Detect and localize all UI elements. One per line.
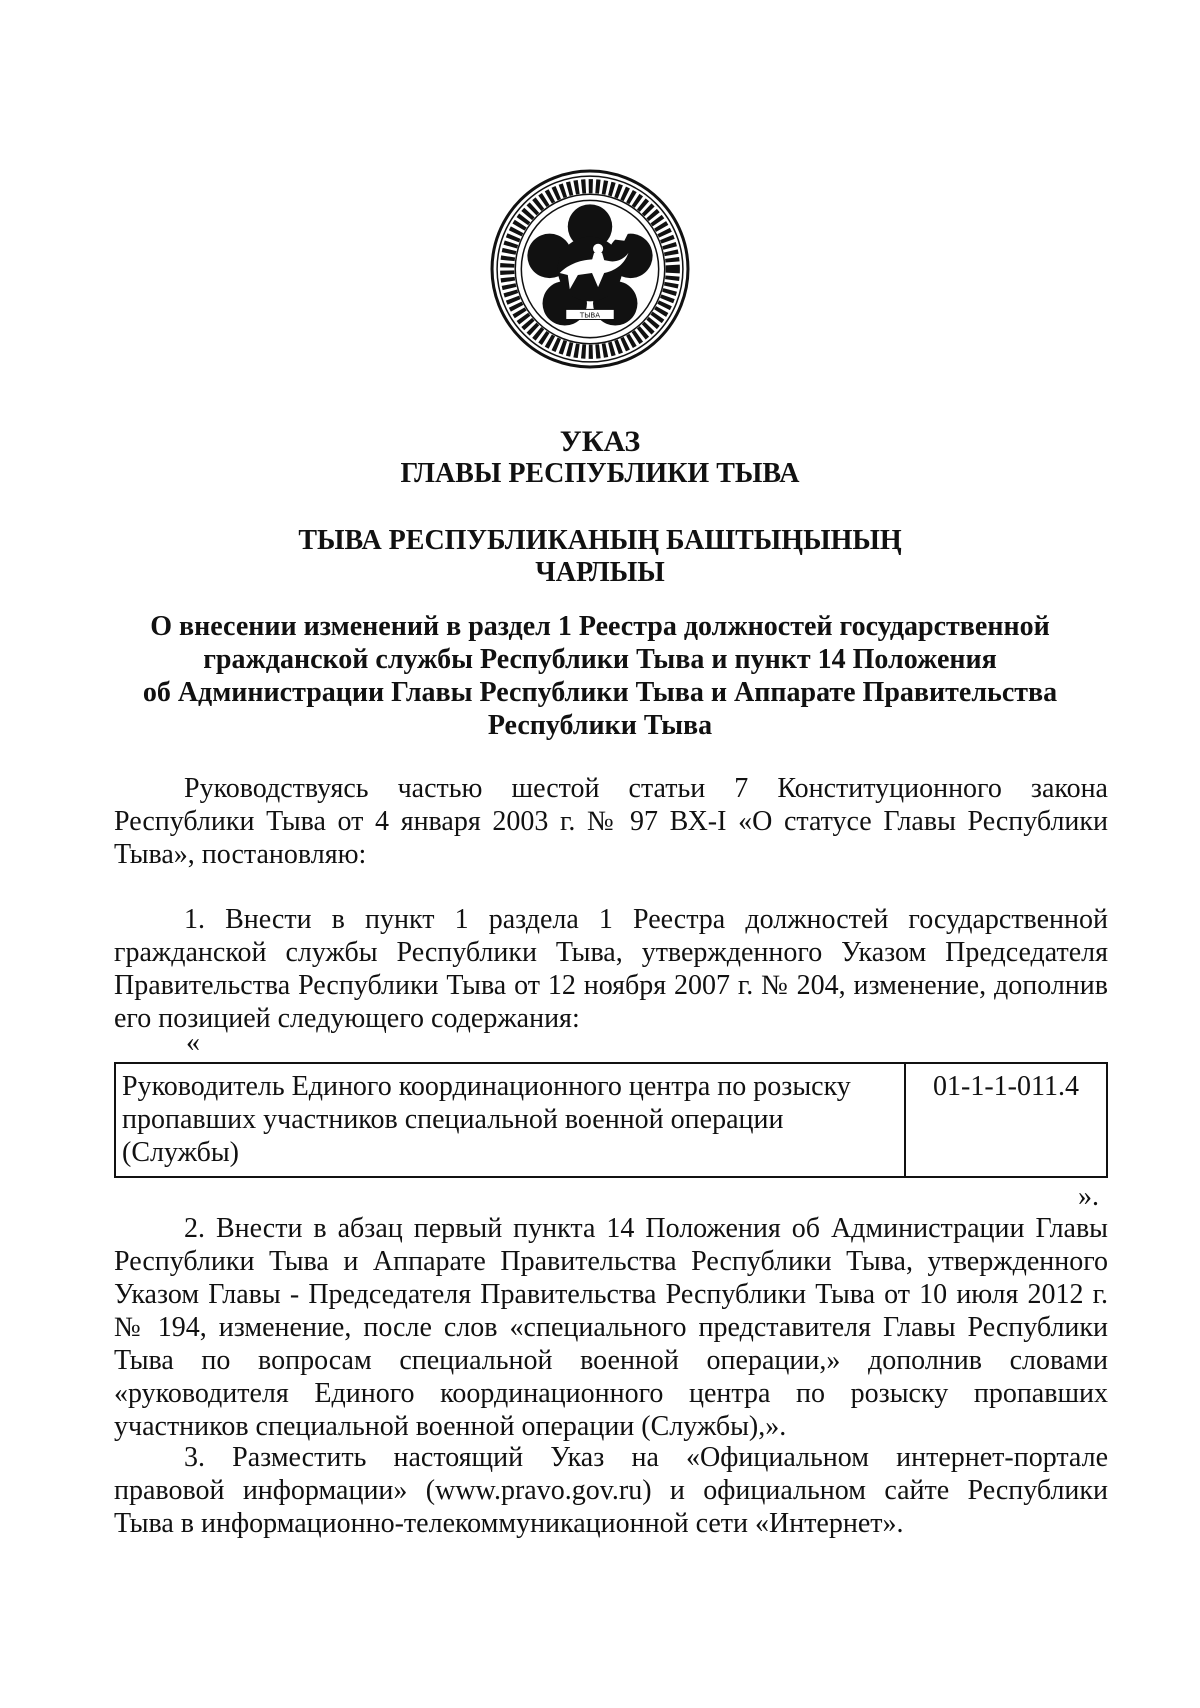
item-1-paragraph (114, 903, 1108, 1035)
tyvan-title-line-2: ЧАРЛЫЫ (535, 557, 665, 588)
decree-subject (120, 610, 1080, 742)
text-line: Тыва», постановляю: (114, 839, 367, 870)
position-code-cell: 01-1-1-011.4 (933, 1071, 1079, 1102)
position-name-cell (116, 1064, 906, 1176)
text-line: Руководствуясь частью шестой статьи 7 Конституционного закона (184, 773, 1108, 804)
registry-position-table (114, 1062, 1108, 1178)
text-line: Тыва в информационно-телекоммуникационной сети «Интернет». (114, 1508, 904, 1539)
closing-quote: ». (1078, 1181, 1099, 1212)
svg-text:ТЫВА: ТЫВА (579, 310, 601, 320)
subject-line: гражданской службы Республики Тыва и пункт 14 Положения (203, 644, 997, 675)
item-2-paragraph (114, 1212, 1108, 1443)
subject-line: О внесении изменений в раздел 1 Реестра должностей государственной (150, 611, 1050, 642)
republic-of-tyva-coat-of-arms-icon (489, 168, 691, 370)
position-line: пропавших участников специальной военной операции (122, 1104, 784, 1135)
position-line: Руководитель Единого координационного центра по розыску (122, 1071, 851, 1102)
text-line: его позицией следующего содержания: (114, 1003, 580, 1034)
tyvan-title-line-1: ТЫВА РЕСПУБЛИКАНЫҢ БАШТЫҢЫНЫҢ (298, 525, 902, 556)
text-line: Тыва по вопросам специальной военной операции,» дополнив словами (114, 1345, 1108, 1376)
item-3-paragraph (114, 1441, 1108, 1540)
text-line: 2. Внести в абзац первый пункта 14 Положения об Администрации Главы (184, 1213, 1108, 1244)
text-line: 3. Разместить настоящий Указ на «Официальном интернет-портале (184, 1442, 1108, 1473)
coat-of-arms-emblem (489, 168, 691, 370)
position-line: (Службы) (122, 1137, 239, 1168)
opening-quote: « (186, 1027, 200, 1058)
text-line: участников специальной военной операции (Службы),». (114, 1411, 787, 1442)
preamble-paragraph (114, 772, 1108, 871)
text-line: «руководителя Единого координационного центра по розыску пропавших (114, 1378, 1108, 1409)
text-line: № 194, изменение, после слов «специального представителя Главы Республики (114, 1312, 1108, 1343)
subject-line: об Администрации Главы Республики Тыва и Аппарате Правительства (142, 677, 1058, 708)
text-line: Республики Тыва от 4 января 2003 г. № 97 ВХ-I «О статусе Главы Республики (114, 806, 1108, 837)
text-line: Указом Главы - Председателя Правительства Республики Тыва от 10 июля 2012 г. (114, 1279, 1108, 1310)
text-line: Республики Тыва и Аппарате Правительства Республики Тыва, утвержденного (114, 1246, 1108, 1277)
text-line: 1. Внести в пункт 1 раздела 1 Реестра должностей государственной (184, 904, 1108, 935)
decree-issuer: ГЛАВЫ РЕСПУБЛИКИ ТЫВА (400, 458, 800, 489)
decree-title: УКАЗ (559, 425, 641, 458)
text-line: гражданской службы Республики Тыва, утвержденного Указом Председателя (114, 937, 1108, 968)
text-line: Правительства Республики Тыва от 12 ноября 2007 г. № 204, изменение, дополнив (114, 970, 1108, 1001)
text-line: правовой информации» (www.pravo.gov.ru) и официальном сайте Республики (114, 1475, 1108, 1506)
subject-line: Республики Тыва (487, 710, 713, 741)
